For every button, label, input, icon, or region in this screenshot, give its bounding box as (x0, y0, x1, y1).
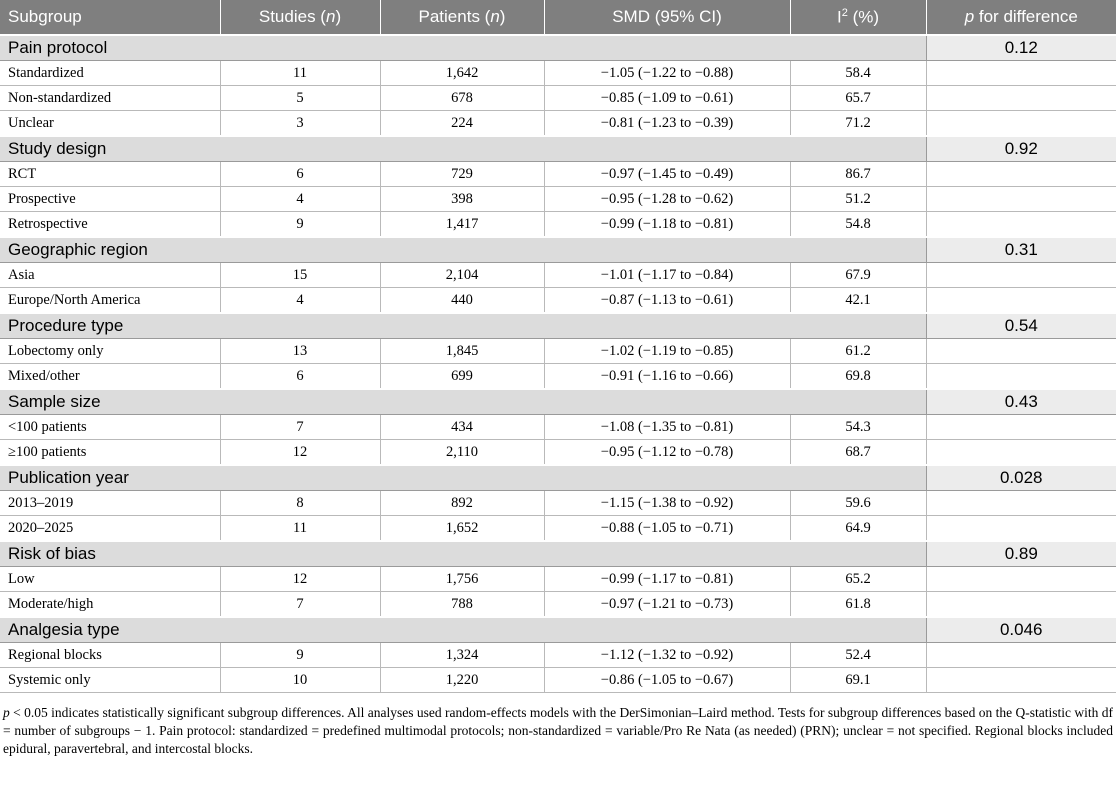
row-i2: 61.8 (790, 592, 926, 618)
row-label: Systemic only (0, 668, 220, 693)
row-studies: 9 (220, 212, 380, 238)
group-name: Analgesia type (0, 617, 926, 643)
row-i2: 69.1 (790, 668, 926, 693)
row-patients: 1,642 (380, 61, 544, 86)
row-label: Asia (0, 263, 220, 288)
table-row (0, 668, 1116, 693)
row-smd: −0.95 (−1.12 to −0.78) (544, 440, 790, 466)
row-studies: 12 (220, 567, 380, 592)
table-row (0, 263, 1116, 288)
row-smd: −1.05 (−1.22 to −0.88) (544, 61, 790, 86)
row-smd: −0.81 (−1.23 to −0.39) (544, 111, 790, 137)
row-studies: 11 (220, 516, 380, 542)
row-p-empty (926, 162, 1116, 187)
row-studies: 6 (220, 364, 380, 390)
table-footnote (0, 693, 1116, 758)
table-row (0, 491, 1116, 516)
group-row (0, 136, 1116, 162)
row-p-empty (926, 491, 1116, 516)
row-label: Lobectomy only (0, 339, 220, 364)
row-label: Standardized (0, 61, 220, 86)
row-patients: 1,220 (380, 668, 544, 693)
row-p-empty (926, 668, 1116, 693)
row-i2: 61.2 (790, 339, 926, 364)
row-smd: −0.87 (−1.13 to −0.61) (544, 288, 790, 314)
header-i2: $I^2$ (%) (790, 0, 926, 35)
row-smd: −0.99 (−1.18 to −0.81) (544, 212, 790, 238)
row-p-empty (926, 516, 1116, 542)
row-patients: 1,756 (380, 567, 544, 592)
row-label: 2020–2025 (0, 516, 220, 542)
row-p-empty (926, 364, 1116, 390)
row-patients: 1,324 (380, 643, 544, 668)
row-label: Europe/North America (0, 288, 220, 314)
row-p-empty (926, 187, 1116, 212)
group-p-value: 0.89 (926, 541, 1116, 567)
group-row (0, 389, 1116, 415)
row-i2: 52.4 (790, 643, 926, 668)
row-i2: 68.7 (790, 440, 926, 466)
row-patients: 1,417 (380, 212, 544, 238)
row-p-empty (926, 339, 1116, 364)
row-studies: 11 (220, 61, 380, 86)
group-name: Publication year (0, 465, 926, 491)
group-name: Sample size (0, 389, 926, 415)
row-studies: 15 (220, 263, 380, 288)
table-row (0, 592, 1116, 618)
row-studies: 8 (220, 491, 380, 516)
header-p-difference: p for difference (926, 0, 1116, 35)
row-patients: 729 (380, 162, 544, 187)
row-p-empty (926, 212, 1116, 238)
table-row (0, 415, 1116, 440)
table-row (0, 162, 1116, 187)
row-i2: 54.8 (790, 212, 926, 238)
row-p-empty (926, 263, 1116, 288)
row-smd: −1.08 (−1.35 to −0.81) (544, 415, 790, 440)
group-row (0, 35, 1116, 61)
row-smd: −1.02 (−1.19 to −0.85) (544, 339, 790, 364)
row-i2: 86.7 (790, 162, 926, 187)
row-studies: 3 (220, 111, 380, 137)
group-row (0, 617, 1116, 643)
table-row (0, 61, 1116, 86)
row-i2: 59.6 (790, 491, 926, 516)
group-p-value: 0.12 (926, 35, 1116, 61)
row-smd: −0.95 (−1.28 to −0.62) (544, 187, 790, 212)
row-label: Low (0, 567, 220, 592)
header-patients: Patients (n) (380, 0, 544, 35)
row-patients: 892 (380, 491, 544, 516)
table-row (0, 288, 1116, 314)
row-studies: 13 (220, 339, 380, 364)
row-i2: 42.1 (790, 288, 926, 314)
row-label: 2013–2019 (0, 491, 220, 516)
row-label: RCT (0, 162, 220, 187)
row-studies: 12 (220, 440, 380, 466)
row-smd: −0.91 (−1.16 to −0.66) (544, 364, 790, 390)
header-smd: SMD (95% CI) (544, 0, 790, 35)
group-p-value: 0.43 (926, 389, 1116, 415)
row-i2: 54.3 (790, 415, 926, 440)
row-smd: −0.85 (−1.09 to −0.61) (544, 86, 790, 111)
group-row (0, 465, 1116, 491)
row-i2: 71.2 (790, 111, 926, 137)
row-label: Regional blocks (0, 643, 220, 668)
row-p-empty (926, 61, 1116, 86)
group-name: Pain protocol (0, 35, 926, 61)
row-smd: −1.12 (−1.32 to −0.92) (544, 643, 790, 668)
row-smd: −0.97 (−1.45 to −0.49) (544, 162, 790, 187)
table-row (0, 339, 1116, 364)
group-name: Geographic region (0, 237, 926, 263)
group-name: Study design (0, 136, 926, 162)
row-studies: 5 (220, 86, 380, 111)
row-p-empty (926, 592, 1116, 618)
group-row (0, 237, 1116, 263)
row-label: ≥100 patients (0, 440, 220, 466)
group-p-value: 0.31 (926, 237, 1116, 263)
row-studies: 7 (220, 592, 380, 618)
table-row (0, 440, 1116, 466)
row-studies: 4 (220, 288, 380, 314)
row-studies: 4 (220, 187, 380, 212)
group-name: Procedure type (0, 313, 926, 339)
row-i2: 67.9 (790, 263, 926, 288)
table-row (0, 212, 1116, 238)
row-p-empty (926, 415, 1116, 440)
row-studies: 10 (220, 668, 380, 693)
row-label: <100 patients (0, 415, 220, 440)
row-i2: 65.7 (790, 86, 926, 111)
table-row (0, 187, 1116, 212)
row-patients: 434 (380, 415, 544, 440)
row-patients: 2,110 (380, 440, 544, 466)
row-patients: 2,104 (380, 263, 544, 288)
row-i2: 69.8 (790, 364, 926, 390)
table-row (0, 516, 1116, 542)
footnote-text: < 0.05 indicates statistically significant subgroup differences. All analyses used random-effects models with the DerSimonian–Laird method. Tests for subgroup differences based on the Q-statistic with df = number of subgroups − 1. Pain protocol: standardized = predefined multimodal protocols; non-standardized = variable/Pro Re Nata (as needed) (PRN); unclear = not specified. Regional blocks included epidural, paravertebral, and intercostal blocks. (3, 705, 1113, 756)
row-patients: 699 (380, 364, 544, 390)
row-label: Non-standardized (0, 86, 220, 111)
row-studies: 6 (220, 162, 380, 187)
group-p-value: 0.028 (926, 465, 1116, 491)
row-i2: 51.2 (790, 187, 926, 212)
row-smd: −1.01 (−1.17 to −0.84) (544, 263, 790, 288)
row-smd: −0.88 (−1.05 to −0.71) (544, 516, 790, 542)
table-row (0, 111, 1116, 137)
group-name: Risk of bias (0, 541, 926, 567)
row-smd: −0.86 (−1.05 to −0.67) (544, 668, 790, 693)
group-p-value: 0.92 (926, 136, 1116, 162)
group-row (0, 313, 1116, 339)
table-row (0, 643, 1116, 668)
row-i2: 65.2 (790, 567, 926, 592)
table-row (0, 364, 1116, 390)
row-label: Unclear (0, 111, 220, 137)
row-patients: 224 (380, 111, 544, 137)
row-p-empty (926, 567, 1116, 592)
header-studies: Studies (n) (220, 0, 380, 35)
group-p-value: 0.046 (926, 617, 1116, 643)
row-i2: 64.9 (790, 516, 926, 542)
row-i2: 58.4 (790, 61, 926, 86)
row-smd: −0.99 (−1.17 to −0.81) (544, 567, 790, 592)
row-patients: 440 (380, 288, 544, 314)
row-patients: 788 (380, 592, 544, 618)
row-label: Retrospective (0, 212, 220, 238)
group-p-value: 0.54 (926, 313, 1116, 339)
row-p-empty (926, 111, 1116, 137)
header-subgroup: Subgroup (0, 0, 220, 35)
row-p-empty (926, 643, 1116, 668)
row-studies: 7 (220, 415, 380, 440)
row-p-empty (926, 288, 1116, 314)
row-label: Moderate/high (0, 592, 220, 618)
footnote-p: p (3, 705, 10, 720)
row-patients: 1,845 (380, 339, 544, 364)
table-row (0, 86, 1116, 111)
row-patients: 1,652 (380, 516, 544, 542)
table-row (0, 567, 1116, 592)
row-p-empty (926, 86, 1116, 111)
row-patients: 398 (380, 187, 544, 212)
group-row (0, 541, 1116, 567)
row-p-empty (926, 440, 1116, 466)
row-label: Prospective (0, 187, 220, 212)
header-row (0, 0, 1116, 35)
row-smd: −1.15 (−1.38 to −0.92) (544, 491, 790, 516)
row-label: Mixed/other (0, 364, 220, 390)
row-patients: 678 (380, 86, 544, 111)
row-studies: 9 (220, 643, 380, 668)
row-smd: −0.97 (−1.21 to −0.73) (544, 592, 790, 618)
